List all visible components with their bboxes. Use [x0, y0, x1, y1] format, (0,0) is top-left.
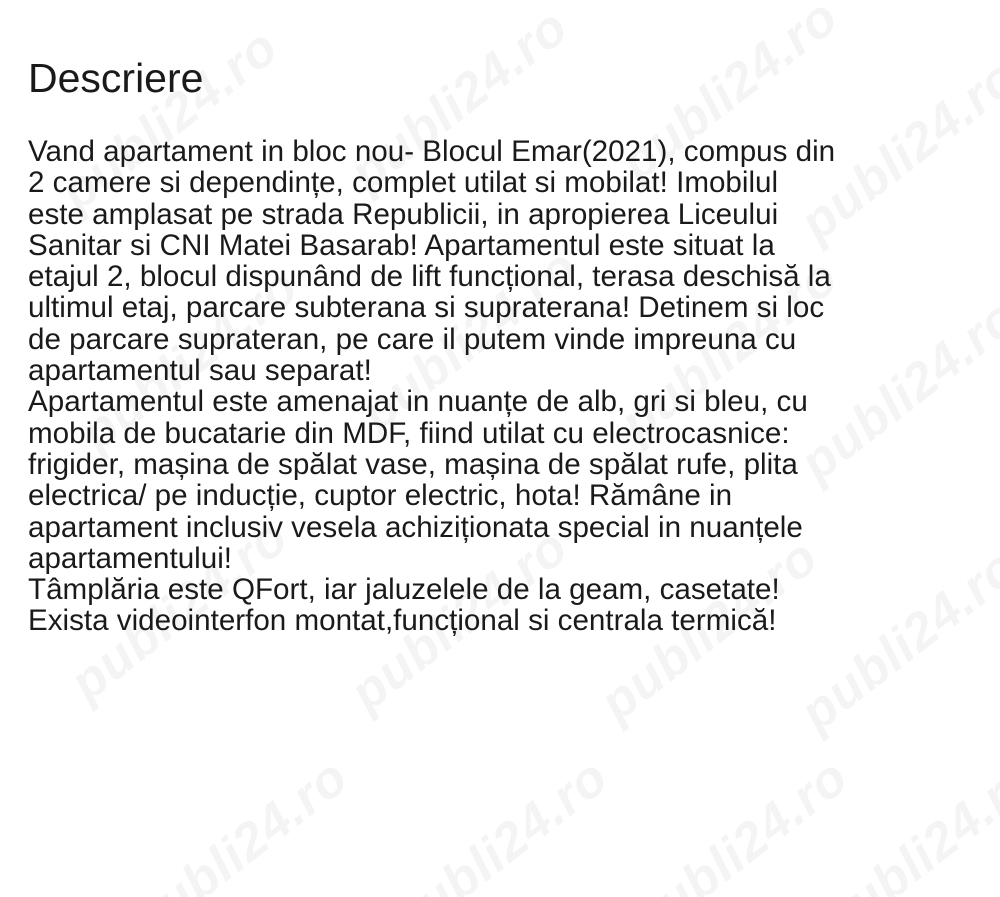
description-line: 2 camere si dependințe, complet utilat si mobilat! Imobilul — [28, 166, 779, 200]
description-line: Apartamentul este amenajat in nuanțe de alb, gri si bleu, cu — [28, 385, 808, 419]
description-line: apartamentului! — [28, 541, 232, 575]
description-line: electrica/ pe inducție, cuptor electric, hota! Rămâne in — [28, 479, 733, 513]
watermark-logo — [619, 747, 860, 897]
description-line: de parcare suprateran, pe care il putem vinde impreuna cu — [28, 322, 797, 356]
section-heading: Descriere — [28, 55, 204, 101]
description-line: este amplasat pe strada Republicii, in apropierea Liceului — [28, 197, 779, 231]
description-line: frigider, mașina de spălat vase, mașina de spălat rufe, plita — [28, 447, 798, 481]
watermark-logo — [379, 747, 620, 897]
watermark-logo — [809, 747, 1000, 897]
description-line: ultimul etaj, parcare subterana si supraterana! Detinem si loc — [28, 291, 825, 325]
description-line: apartament inclusiv vesela achiziționata special in nuanțele — [28, 510, 803, 544]
description-line: Sanitar si CNI Matei Basarab! Apartamentul este situat la — [28, 228, 775, 262]
description-line: Vand apartament in bloc nou- Blocul Emar(2021), compus din — [28, 135, 836, 168]
watermark-logo — [119, 747, 360, 897]
description-line: etajul 2, blocul dispunând de lift funcțional, terasa deschisă la — [28, 260, 831, 294]
description-line: Exista videointerfon montat,funcțional si centrala termică! — [28, 604, 777, 638]
description-line: apartamentul sau separat! — [28, 354, 372, 388]
description-text — [28, 136, 980, 637]
description-line: mobila de bucatarie din MDF, fiind utilat cu electrocasnice: — [28, 416, 790, 450]
description-line: Tâmplăria este QFort, iar jaluzelele de la geam, casetate! — [28, 573, 780, 607]
